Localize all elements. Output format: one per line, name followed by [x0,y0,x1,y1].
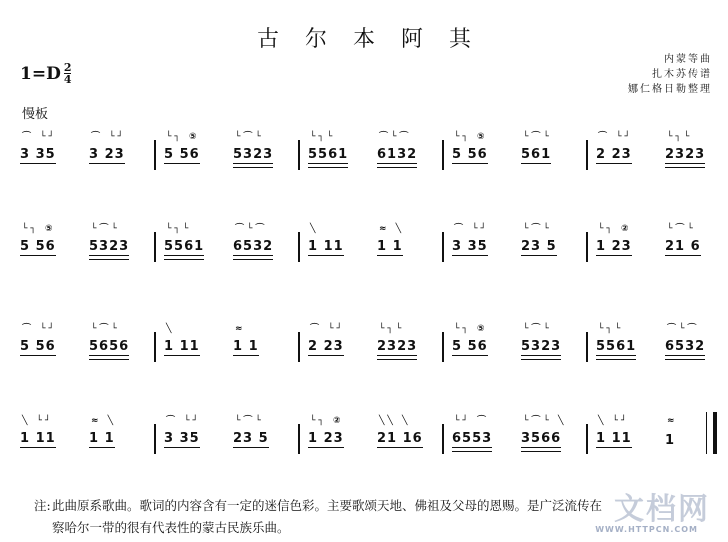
ornament-mark: ⌒└⌒ [379,132,412,142]
note-group: 1 11 [20,431,56,446]
beat [515,118,584,178]
note-group: 5561 [308,147,349,162]
measure [14,310,152,370]
ornament-mark: └⌒└ [523,224,552,234]
beat [659,210,728,270]
barline [154,424,156,454]
ornament-mark: └⌒└ ╲ [523,416,567,426]
beat [83,310,152,370]
beat [590,118,659,178]
note-group: 1 23 [308,431,344,446]
beat [302,118,371,178]
measure [446,402,584,462]
ornament-mark: └┐└ [667,132,693,142]
ornament-mark: ╲ └┘ [598,416,630,426]
measure [302,310,440,370]
beat [227,210,296,270]
measure [302,402,440,462]
measure [14,118,152,178]
site-watermark [595,484,710,534]
key-label: 1=D [20,63,61,84]
beat [590,402,659,462]
beat [302,210,371,270]
note-group: 2 23 [596,147,632,162]
measure [590,310,728,370]
beat [371,118,440,178]
beat [14,402,83,462]
transmitter-credit: 扎木苏传谱 [652,69,712,80]
measure [158,210,296,270]
barline [586,232,588,262]
ornament-mark: └⌒└ [235,132,264,142]
barline [298,424,300,454]
ornament-mark: └⌒└ [91,224,120,234]
barline [586,140,588,170]
ornament-mark: ⌒ └┘ [22,324,57,334]
ornament-mark: └┐ ⑤ [166,132,200,142]
beat [446,118,515,178]
tempo-marking: 慢板 [22,107,49,122]
measure [590,210,728,270]
composer-credit: 内蒙等曲 [664,54,712,65]
ornament-mark: ⌒ └┘ [310,324,345,334]
beat [227,118,296,178]
note-group: 5 56 [164,147,200,162]
note-group: 1 11 [164,339,200,354]
note-group: 5561 [596,339,637,354]
beat [302,402,371,462]
measure [590,118,728,178]
measure [158,118,296,178]
beat [158,402,227,462]
note-group: 5 56 [20,339,56,354]
note-group: 5 56 [20,239,56,254]
arranger-credit: 娜仁格日勒整理 [628,84,712,95]
note-group: 5656 [89,339,130,354]
ornament-mark: ⌒ └┘ [454,224,489,234]
beat [14,310,83,370]
ornament-mark: └⌒└ [667,224,696,234]
ornament-mark: └⌒└ [523,132,552,142]
ornament-mark: └┐└ [310,132,336,142]
note-group: 3 35 [20,147,56,162]
note-group: 3 23 [89,147,125,162]
beat [515,310,584,370]
time-signature [64,62,72,85]
ornament-mark: └┐ ⑤ [22,224,56,234]
footnote-label: 注: [34,498,51,513]
beat [14,210,83,270]
note-group: 1 1 [89,431,115,446]
barline [298,232,300,262]
beat [371,402,440,462]
note-group: 1 [665,433,676,448]
measure [302,210,440,270]
measure [158,402,296,462]
barline [586,424,588,454]
barline [442,232,444,262]
barline [154,332,156,362]
ornament-mark: ⌒ └┘ [166,416,201,426]
note-group: 6532 [233,239,274,254]
barline [298,332,300,362]
barline [298,140,300,170]
time-top: 2 [63,61,72,74]
ornament-mark: └┐ ⑤ [454,324,488,334]
note-group: 3566 [521,431,562,446]
note-group: 5 56 [452,339,488,354]
ornament-mark: ⌒ └┘ [598,132,633,142]
note-group: 3 35 [164,431,200,446]
beat [659,310,728,370]
final-barline [706,412,717,454]
note-group: 2323 [665,147,706,162]
note-group: 5 56 [452,147,488,162]
watermark-url: WWW.HTTPCN.COM [595,525,698,534]
credits [628,52,712,97]
note-group: 6532 [665,339,706,354]
barline [442,424,444,454]
watermark-text: 文档网 [614,492,710,527]
ornament-mark: ≈ [667,416,678,426]
measure [446,310,584,370]
ornament-mark: ⌒ └┘ [22,132,57,142]
note-group: 1 1 [233,339,259,354]
staff-row-4 [14,402,714,462]
note-group: 2 23 [308,339,344,354]
ornament-mark: └┐└ [379,324,405,334]
beat [227,310,296,370]
staff-row-3 [14,310,714,370]
note-group: 1 23 [596,239,632,254]
ornament-mark: └┘ ⌒ [454,416,489,426]
ornament-mark: ╲ [166,324,175,334]
footnote-line-1: 此曲原系歌曲。歌词的内容含有一定的迷信色彩。主要歌颂天地、佛祖及父母的恩赐。是广泛流传在 [52,498,603,513]
note-group: 6132 [377,147,418,162]
beat [158,310,227,370]
page-title: 古尔本阿其 [256,27,497,52]
beat [446,210,515,270]
beat [590,210,659,270]
ornament-mark: ≈ [235,324,246,334]
key-signature [20,62,71,85]
beat [158,210,227,270]
beat [590,310,659,370]
beat [371,210,440,270]
measure [302,118,440,178]
note-group: 21 16 [377,431,423,446]
measure [158,310,296,370]
beat [515,402,584,462]
ornament-mark: └⌒└ [91,324,120,334]
ornament-mark: ╲ [310,224,319,234]
ornament-mark: └⌒└ [235,416,264,426]
beat [302,310,371,370]
ornament-mark: ⌒└⌒ [235,224,268,234]
beat [371,310,440,370]
note-group: 1 11 [596,431,632,446]
ornament-mark: ╲ └┘ [22,416,54,426]
note-group: 1 1 [377,239,403,254]
barline [154,140,156,170]
beat [659,402,728,462]
barline [154,232,156,262]
note-group: 21 6 [665,239,701,254]
beat [227,402,296,462]
beat [83,118,152,178]
barline [442,140,444,170]
ornament-mark: └┐└ [598,324,624,334]
beat [659,118,728,178]
ornament-mark: └⌒└ [523,324,552,334]
ornament-mark: └┐ ② [598,224,632,234]
note-group: 6553 [452,431,493,446]
ornament-mark: ≈ ╲ [91,416,117,426]
time-bottom: 4 [63,73,72,86]
note-group: 23 5 [233,431,269,446]
note-group: 23 5 [521,239,557,254]
note-group: 1 11 [308,239,344,254]
ornament-mark: ⌒└⌒ [667,324,700,334]
beat [515,210,584,270]
staff-row-2 [14,210,714,270]
ornament-mark: ╲╲ ╲ [379,416,411,426]
ornament-mark: └┐└ [166,224,192,234]
staff-row-1 [14,118,714,178]
ornament-mark: └┐ ② [310,416,344,426]
measure [14,210,152,270]
beat [446,310,515,370]
ornament-mark: ⌒ └┘ [91,132,126,142]
note-group: 2323 [377,339,418,354]
barline [442,332,444,362]
ornament-mark: ≈ ╲ [379,224,405,234]
note-group: 5323 [233,147,274,162]
measure [446,118,584,178]
footnote-line-2: 察哈尔一带的很有代表性的蒙古民族乐曲。 [52,520,290,535]
note-group: 3 35 [452,239,488,254]
note-group: 5561 [164,239,205,254]
beat [14,118,83,178]
note-group: 5323 [521,339,562,354]
barline [586,332,588,362]
ornament-mark: └┐ ⑤ [454,132,488,142]
note-group: 5323 [89,239,130,254]
beat [83,402,152,462]
beat [446,402,515,462]
measure [446,210,584,270]
note-group: 561 [521,147,552,162]
beat [158,118,227,178]
beat [83,210,152,270]
measure [14,402,152,462]
